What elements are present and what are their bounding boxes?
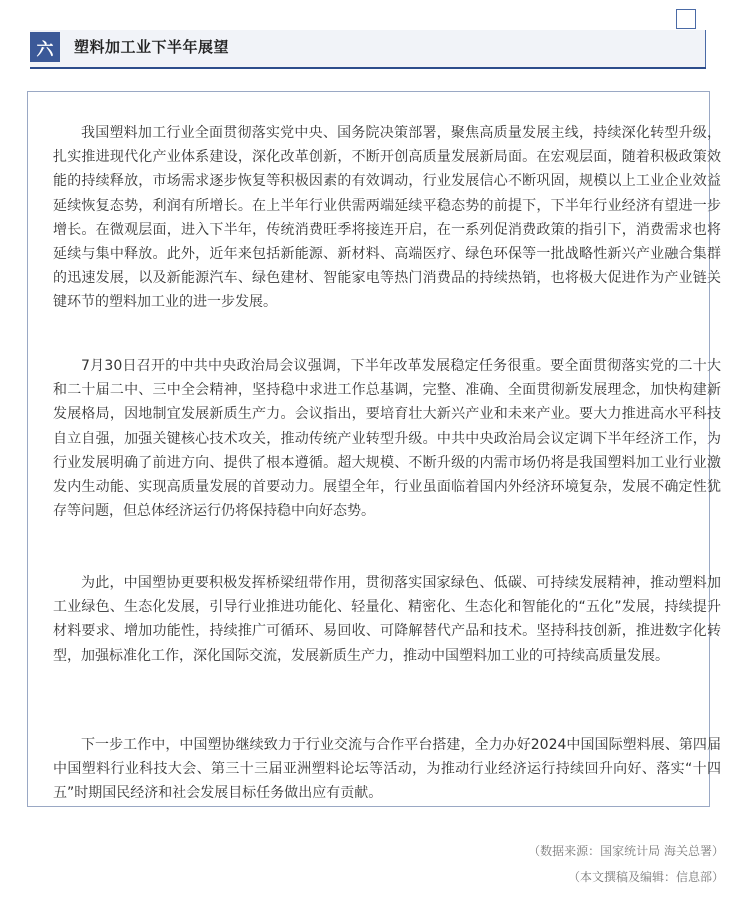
- section-number-badge: 六: [30, 32, 60, 62]
- data-source-note: （数据来源：国家统计局 海关总署）: [528, 844, 724, 858]
- paragraph-next-steps: 下一步工作中，中国塑协继续致力于行业交流与合作平台搭建，全力办好2024中国国际塑料展、第四届中国塑料行业科技大会、第三十三届亚洲塑料论坛等活动，为推动行业经济运行持续回升向好、落实“十四五”时期国民经济和社会发展目标任务做出应有贡献。: [53, 737, 721, 802]
- paragraph-outlook: 我国塑料加工行业全面贯彻落实党中央、国务院决策部署，聚焦高质量发展主线，持续深化转型升级，扎实推进现代化产业体系建设，深化改革创新，不断开创高质量发展新局面。在宏观层面，随着积极政策效能的持续释放，市场需求逐步恢复等积极因素的有效调动，行业发展信心不断巩固，规模以上工业企业效益延续恢复态势，利润有所增长。在上半年行业供需两端延续平稳态势的前提下，下半年行业经济有望进一步增长。在微观层面，进入下半年，传统消费旺季将接连开启，在一系列促消费政策的指引下，消费需求也将延续与集中释放。此外，近年来包括新能源、新材料、高端医疗、绿色环保等一批战略性新兴产业融合集群的迅速发展，以及新能源汽车、绿色建材、智能家电等热门消费品的持续热销，也将极大促进作为产业链关键环节的塑料加工业的进一步发展。: [53, 125, 721, 311]
- header-divider: [30, 67, 706, 69]
- paragraph-politburo: 7月30日召开的中共中央政治局会议强调，下半年改革发展稳定任务很重。要全面贯彻落实党的二十大和二十届二中、三中全会精神，坚持稳中求进工作总基调，完整、准确、全面贯彻新发展理念，加快构建新发展格局，因地制宜发展新质生产力。会议指出，要培育壮大新兴产业和未来产业。要大力推进高水平科技自立自强，加强关键核心技术攻关，推动传统产业转型升级。中共中央政治局会议定调下半年经济工作，为行业发展明确了前进方向、提供了根本遵循。超大规模、不断升级的内需市场仍将是我国塑料加工业行业激发内生动能、实现高质量发展的首要动力。展望全年，行业虽面临着国内外经济环境复杂，发展不确定性犹存等问题，但总体经济运行仍将保持稳中向好态势。: [53, 358, 721, 520]
- paragraph-association-role: 为此，中国塑协更要积极发挥桥梁纽带作用，贯彻落实国家绿色、低碳、可持续发展精神，推动塑料加工业绿色、生态化发展，引导行业推进功能化、轻量化、精密化、生态化和智能化的“五化”发展，持续提升材料要求、增加功能性，持续推广可循环、易回收、可降解替代产品和技术。坚持科技创新，推进数字化转型，加强标准化工作，深化国际交流，发展新质生产力，推动中国塑料加工业的可持续高质量发展。: [53, 575, 721, 664]
- corner-decoration: [676, 9, 696, 29]
- section-title: 塑料加工业下半年展望: [74, 38, 230, 56]
- editor-credit: （本文撰稿及编辑：信息部）: [567, 870, 724, 884]
